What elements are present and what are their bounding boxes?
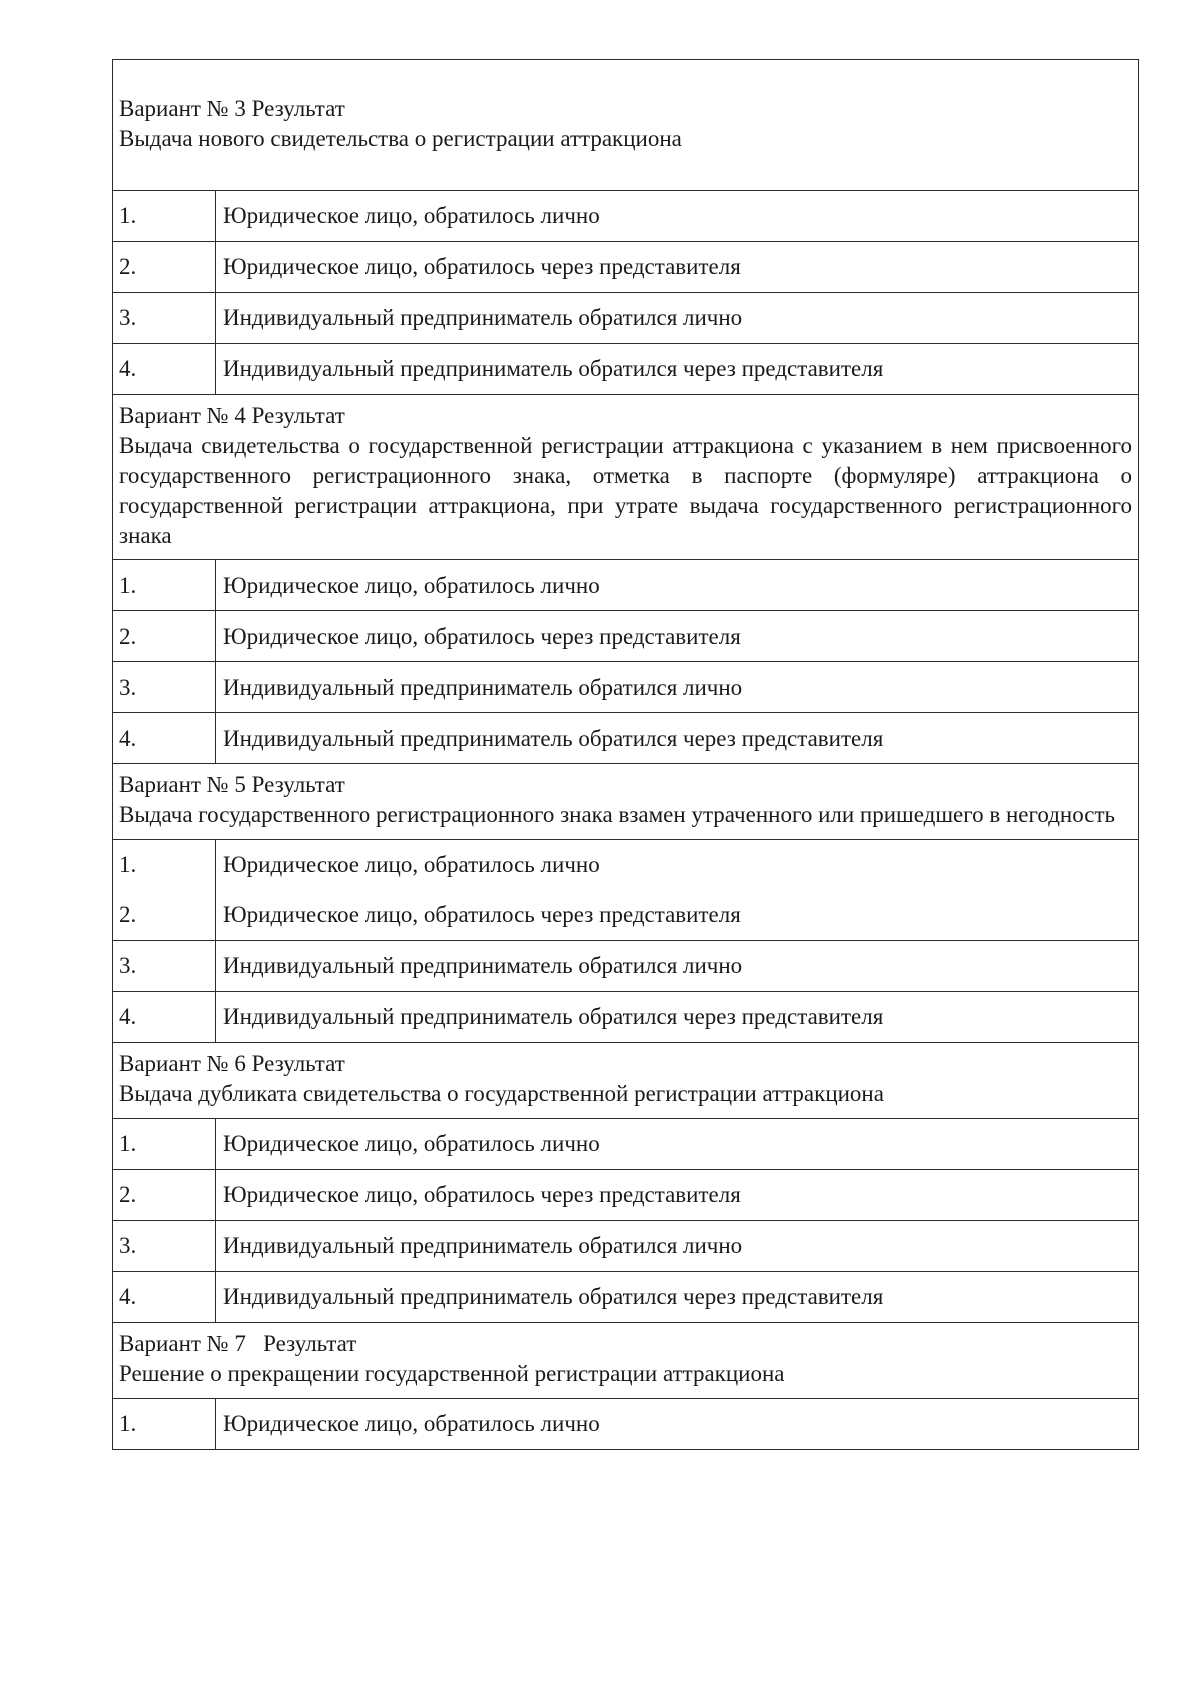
- row-text: Индивидуальный предприниматель обратился лично: [216, 662, 1139, 713]
- row-number: 2.: [113, 1170, 216, 1221]
- row-number: 1.: [113, 1398, 216, 1449]
- section-header: [113, 764, 1139, 840]
- row-number: 4.: [113, 992, 216, 1043]
- row-number: 3.: [113, 941, 216, 992]
- table-row: [113, 242, 1139, 293]
- row-text: Индивидуальный предприниматель обратился через представителя: [216, 992, 1139, 1043]
- table-row: [113, 191, 1139, 242]
- row-text: Индивидуальный предприниматель обратился через представителя: [216, 1272, 1139, 1323]
- table-row: [113, 890, 1139, 941]
- section-title: Вариант № 3 Результат: [119, 95, 345, 121]
- row-text: Юридическое лицо, обратилось лично: [216, 1398, 1139, 1449]
- table-row: [113, 1398, 1139, 1449]
- row-text: Индивидуальный предприниматель обратился через представителя: [216, 344, 1139, 395]
- row-number: 3.: [113, 1221, 216, 1272]
- section-title: Вариант № 6 Результат: [119, 1051, 345, 1077]
- row-text: Юридическое лицо, обратилось лично: [216, 191, 1139, 242]
- row-number: 4.: [113, 713, 216, 764]
- section-title: Вариант № 7 Результат: [119, 1331, 357, 1357]
- variants-table: [112, 59, 1139, 1450]
- row-text: Индивидуальный предприниматель обратился лично: [216, 941, 1139, 992]
- section-header: [113, 60, 1139, 191]
- section-description: Решение о прекращении государственной регистрации аттракциона: [119, 1360, 785, 1386]
- row-text: Юридическое лицо, обратилось через представителя: [216, 1170, 1139, 1221]
- section-header: [113, 395, 1139, 560]
- row-number: 3.: [113, 293, 216, 344]
- row-number: 2.: [113, 242, 216, 293]
- row-text: Юридическое лицо, обратилось лично: [216, 840, 1139, 891]
- row-number: 3.: [113, 662, 216, 713]
- table-row: [113, 840, 1139, 891]
- table-row: [113, 344, 1139, 395]
- table-row: [113, 1272, 1139, 1323]
- section-title: Вариант № 4 Результат: [119, 403, 345, 428]
- row-text: Юридическое лицо, обратилось через представителя: [216, 611, 1139, 662]
- row-number: 2.: [113, 890, 216, 941]
- row-number: 2.: [113, 611, 216, 662]
- section-header: [113, 1323, 1139, 1399]
- row-number: 4.: [113, 344, 216, 395]
- section-description: Выдача свидетельства о государственной регистрации аттракциона с указанием в нем присвоенного государственного регистрационного знака, отметка в паспорте (формуляре) аттракциона о государственной регистрации аттракциона, при утрате выдача государственного регистрационного знака: [119, 432, 1132, 548]
- table-row: [113, 611, 1139, 662]
- row-number: 1.: [113, 191, 216, 242]
- section-title: Вариант № 5 Результат: [119, 772, 345, 798]
- row-text: Юридическое лицо, обратилось лично: [216, 560, 1139, 611]
- table-row: [113, 1221, 1139, 1272]
- section-description: Выдача нового свидетельства о регистрации аттракциона: [119, 125, 682, 151]
- row-text: Юридическое лицо, обратилось через представителя: [216, 242, 1139, 293]
- table-row: [113, 662, 1139, 713]
- row-number: 4.: [113, 1272, 216, 1323]
- section-description: Выдача дубликата свидетельства о государственной регистрации аттракциона: [119, 1081, 884, 1107]
- row-number: 1.: [113, 840, 216, 891]
- table-row: [113, 941, 1139, 992]
- table-row: [113, 293, 1139, 344]
- table-row: [113, 1170, 1139, 1221]
- section-description: Выдача государственного регистрационного знака взамен утраченного или пришедшего в негодность: [119, 802, 1116, 828]
- row-number: 1.: [113, 1119, 216, 1170]
- table-row: [113, 1119, 1139, 1170]
- table-row: [113, 560, 1139, 611]
- table-row: [113, 992, 1139, 1043]
- row-number: 1.: [113, 560, 216, 611]
- row-text: Индивидуальный предприниматель обратился лично: [216, 293, 1139, 344]
- row-text: Юридическое лицо, обратилось через представителя: [216, 890, 1139, 941]
- section-header: [113, 1043, 1139, 1119]
- row-text: Юридическое лицо, обратилось лично: [216, 1119, 1139, 1170]
- row-text: Индивидуальный предприниматель обратился через представителя: [216, 713, 1139, 764]
- row-text: Индивидуальный предприниматель обратился лично: [216, 1221, 1139, 1272]
- table-row: [113, 713, 1139, 764]
